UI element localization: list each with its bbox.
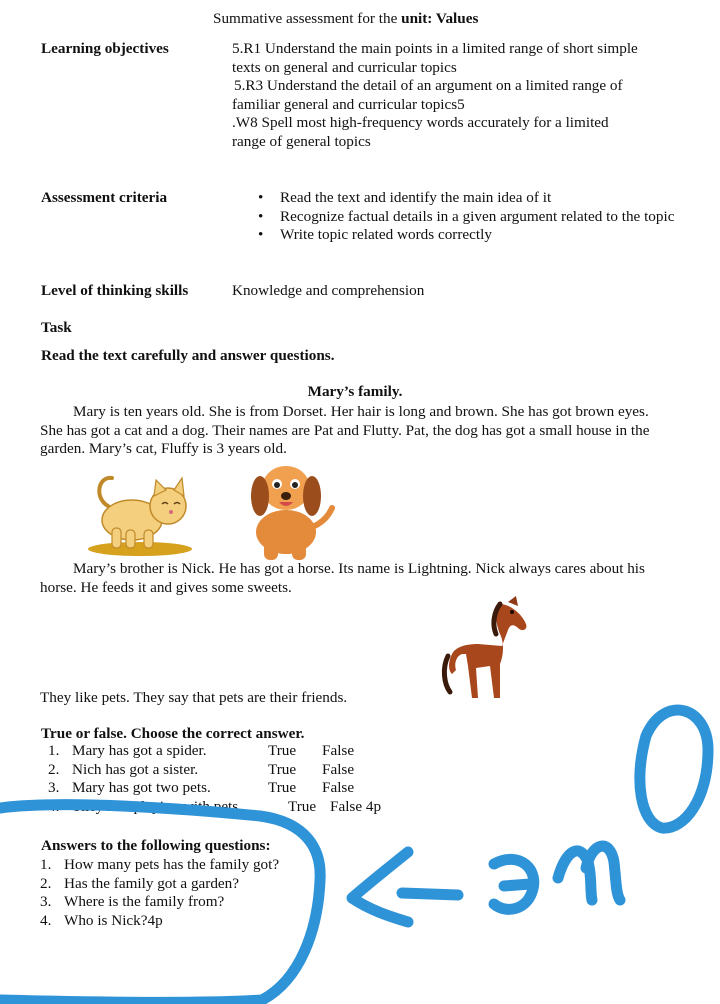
criteria-item: • Read the text and identify the main idea of it xyxy=(258,189,678,208)
true-option[interactable]: True xyxy=(268,742,297,759)
question-text: How many pets has the family got? xyxy=(64,856,280,873)
false-option[interactable]: False 4p xyxy=(330,797,382,815)
row-number: 1. xyxy=(48,742,60,759)
statement-text: Mary has got a spider. xyxy=(72,742,207,759)
criteria-item: • Recognize factual details in a given argument related to the topic xyxy=(258,208,678,227)
criteria-item: • Write topic related words correctly xyxy=(258,226,678,245)
thinking-label: Level of thinking skills xyxy=(41,282,189,299)
question-number: 3. xyxy=(40,893,52,911)
letter-t-stroke xyxy=(558,846,620,900)
true-option[interactable]: True xyxy=(268,760,297,778)
objective-line: familiar general and curricular topics5 xyxy=(232,95,465,113)
objective-line: texts on general and curricular topics xyxy=(232,58,457,76)
question-number: 1. xyxy=(40,856,52,873)
document-title xyxy=(213,10,478,29)
question-number: 4. xyxy=(40,911,52,929)
objectives-list xyxy=(232,40,682,152)
arrow-shaft-stroke xyxy=(402,893,458,895)
row-number: 3. xyxy=(48,779,60,797)
false-option[interactable]: False xyxy=(322,742,355,759)
false-option[interactable]: False xyxy=(322,760,355,778)
criteria-label: Assessment criteria xyxy=(41,189,168,206)
task-instruction: Read the text carefully and answer questions. xyxy=(41,347,335,364)
question-number: 2. xyxy=(40,874,52,892)
task-label: Task xyxy=(41,319,72,336)
horse-illustration xyxy=(438,594,534,702)
objective-line: range of general topics xyxy=(232,132,371,150)
arrow-head-stroke xyxy=(352,852,408,922)
questions-heading: Answers to the following questions: xyxy=(41,837,271,854)
title-prefix: Summative assessment for the xyxy=(213,10,402,27)
letter-o-stroke xyxy=(640,710,708,828)
story-paragraph: Mary’s brother is Nick. He has got a horse. Its name is Lightning. Nick always cares about his horse. He feeds it and gives some sweets. xyxy=(40,560,645,596)
letter-e-stroke xyxy=(494,859,534,909)
cat-illustration xyxy=(84,470,196,558)
row-number: 4. xyxy=(48,797,60,815)
dog-illustration xyxy=(246,458,338,562)
title-unit: unit: Values xyxy=(401,10,479,27)
true-false-heading: True or false. Choose the correct answer. xyxy=(41,725,305,742)
story-paragraph: Mary is ten years old. She is from Dorset. Her hair is long and brown. She has got brown eyes. She has got a cat and a dog. Their names are Pat and Flutty. Pat, the dog has got a small house in the garden. Mary’s cat, Fluffy is 3 years old. xyxy=(40,403,650,458)
thinking-value: Knowledge and comprehension xyxy=(232,282,425,299)
objectives-label: Learning objectives xyxy=(41,40,169,57)
story-title: Mary’s family. xyxy=(307,383,403,400)
row-number: 2. xyxy=(48,760,60,778)
story-paragraph: They like pets. They say that pets are their friends. xyxy=(40,689,348,706)
question-text: Who is Nick?4p xyxy=(64,911,163,929)
objective-line: 5.R1 Understand the main points in a limited range of short simple xyxy=(232,40,638,57)
question-text: Has the family got a garden? xyxy=(64,874,240,892)
objective-line: .W8 Spell most high-frequency words accurately for a limited xyxy=(232,114,609,132)
question-text: Where is the family from? xyxy=(64,893,225,911)
true-option[interactable]: True xyxy=(268,779,297,797)
statement-text: Mary has got two pets. xyxy=(72,779,211,797)
true-option[interactable]: True xyxy=(288,797,317,815)
statement-text: Nich has got a sister. xyxy=(72,760,199,778)
statement-text: They like playing with pets. xyxy=(72,797,242,815)
criteria-list xyxy=(258,189,678,245)
false-option[interactable]: False xyxy=(322,779,355,797)
objective-line: 5.R3 Understand the detail of an argument on a limited range of xyxy=(234,77,623,95)
